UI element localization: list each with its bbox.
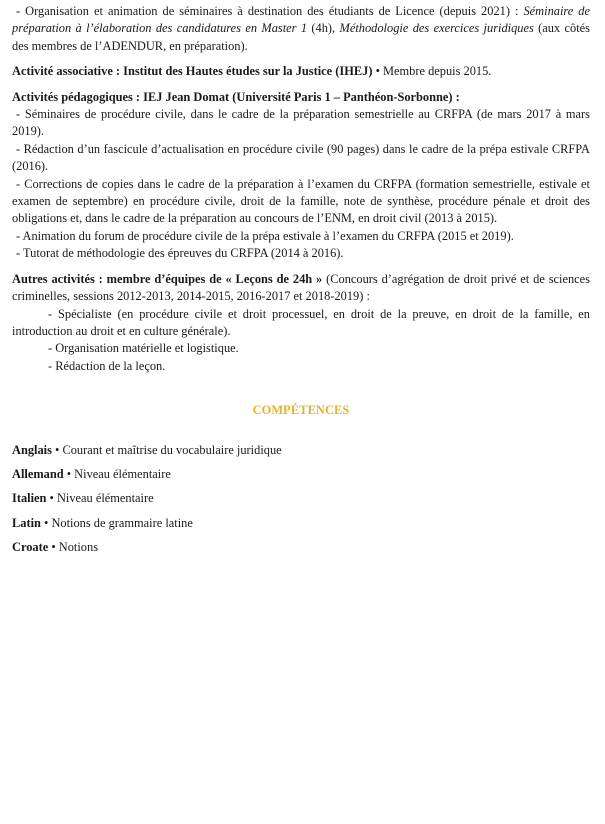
other-text: (Concours d’agrégation de droit privé et de sciences criminelles, sessions 2012-2013, 2014-2015, 2016-2017 et 2018-2019) : bbox=[12, 271, 590, 304]
language-item bbox=[12, 515, 590, 532]
pedagogic-item: - Corrections de copies dans le cadre de la préparation à l’examen du CRFPA (formation semestrielle, estivale et examen de septembre) en procédure civile, droit de la famille, note de synthèse, procédure pénale et droit des obligations et, dans le cadre de la préparation au concours de l’ENM, en droit civil (2013 à 2015). bbox=[12, 176, 590, 226]
language-item bbox=[12, 490, 590, 507]
pedagogic-label-text: Activités pédagogiques : IEJ Jean Domat (Université Paris 1 – Panthéon-Sorbonne) : bbox=[12, 89, 460, 104]
language-name: Latin bbox=[12, 515, 41, 530]
language-level: • Courant et maîtrise du vocabulaire juridique bbox=[51, 442, 282, 457]
associative-text: • Membre depuis 2015. bbox=[372, 64, 492, 79]
language-name: Allemand bbox=[12, 466, 64, 481]
seminar-title: Séminaire de préparation à l’élaboration des candidatures en Master 1 bbox=[12, 4, 590, 36]
other-activities bbox=[12, 271, 590, 306]
language-item bbox=[12, 466, 590, 483]
language-level: • Notions bbox=[48, 540, 99, 555]
teaching-intro-mid: (4h), bbox=[307, 21, 340, 36]
pedagogic-label bbox=[12, 89, 590, 106]
other-item: - Rédaction de la leçon. bbox=[48, 358, 166, 373]
teaching-intro-suffix: (aux côtés des membres de l’ADENDUR, en préparation). bbox=[12, 21, 591, 53]
teaching-intro bbox=[12, 3, 590, 55]
document-page bbox=[12, 3, 590, 564]
language-item bbox=[12, 442, 590, 459]
language-level: • Notions de grammaire latine bbox=[40, 515, 193, 530]
other-label: Autres activités : membre d’équipes de « Leçons de 24h » bbox=[12, 271, 323, 286]
language-name: Italien bbox=[12, 491, 47, 506]
other-item: - Organisation matérielle et logistique. bbox=[48, 341, 239, 356]
languages-list bbox=[12, 442, 590, 557]
language-level: • Niveau élémentaire bbox=[46, 491, 154, 506]
methodology-title: Méthodologie des exercices juridiques bbox=[339, 21, 534, 36]
other-item bbox=[12, 306, 590, 341]
associative-activity bbox=[12, 63, 590, 80]
language-level: • Niveau élémentaire bbox=[63, 466, 171, 481]
pedagogic-item: - Séminaires de procédure civile, dans le cadre de la préparation semestrielle au CRFPA (de mars 2017 à mars 2019). bbox=[12, 107, 590, 139]
skills-heading: COMPÉTENCES bbox=[252, 403, 350, 418]
language-name: Croate bbox=[12, 540, 49, 555]
pedagogic-item: - Tutorat de méthodologie des épreuves du CRFPA (2014 à 2016). bbox=[16, 246, 344, 261]
language-name: Anglais bbox=[12, 442, 52, 457]
teaching-intro-prefix: - Organisation et animation de séminaires à destination des étudiants de Licence (depuis 2021) : bbox=[16, 4, 524, 18]
associative-label: Activité associative : Institut des Hautes études sur la Justice (IHEJ) bbox=[12, 64, 373, 79]
language-item bbox=[12, 539, 590, 556]
pedagogic-item: - Animation du forum de procédure civile de la prépa estivale à l’examen du CRFPA (2015 et 2019). bbox=[16, 228, 514, 243]
other-item-text: - Spécialiste (en procédure civile et droit processuel, en droit de la preuve, en droit de la famille, en introduction au droit et en culture générale). bbox=[12, 306, 590, 338]
pedagogic-item: - Rédaction d’un fascicule d’actualisation en procédure civile (90 pages) dans le cadre de la prépa estivale CRFPA (2016). bbox=[12, 141, 590, 174]
